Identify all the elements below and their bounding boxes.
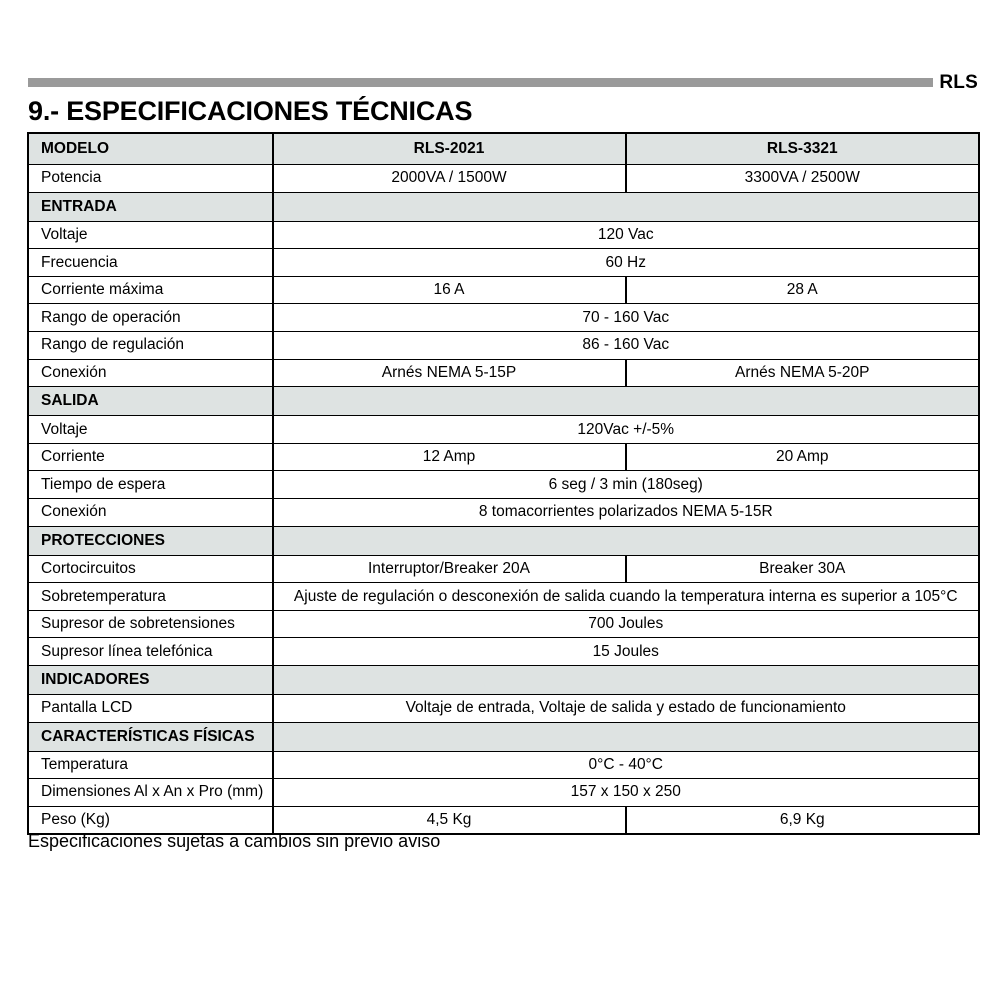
table-row [29, 276, 979, 304]
spec-label: Pantalla LCD [29, 694, 273, 722]
page-title: 9.- ESPECIFICACIONES TÉCNICAS [28, 96, 473, 126]
spec-value-shared: 6 seg / 3 min (180seg) [273, 471, 979, 499]
spec-label: Rango de regulación [29, 331, 273, 359]
spec-label: Sobretemperatura [29, 583, 273, 611]
section-header-fill [273, 722, 979, 751]
spec-value-model-a: Interruptor/Breaker 20A [273, 555, 626, 583]
section-header-label: CARACTERÍSTICAS FÍSICAS [29, 722, 273, 751]
spec-value-shared: 8 tomacorrientes polarizados NEMA 5-15R [273, 498, 979, 526]
table-row [29, 498, 979, 526]
spec-label: Corriente máxima [29, 276, 273, 304]
section-header-fill [273, 665, 979, 694]
spec-value-model-a: RLS-2021 [273, 134, 626, 165]
table-row [29, 221, 979, 249]
spec-value-shared: 0°C - 40°C [273, 751, 979, 779]
disclaimer-note: Especificaciones sujetas a cambios sin previo aviso [28, 831, 441, 851]
spec-value-shared: 120 Vac [273, 221, 979, 249]
specifications-table-body [29, 134, 979, 834]
spec-value-shared: 70 - 160 Vac [273, 304, 979, 332]
spec-value-model-b: Breaker 30A [626, 555, 979, 583]
page-header-band [28, 72, 978, 92]
table-row [29, 134, 979, 165]
table-row [29, 638, 979, 666]
brand-logo: RLS [939, 71, 978, 93]
spec-value-shared: Ajuste de regulación o desconexión de salida cuando la temperatura interna es superior a 105°C [273, 583, 979, 611]
spec-label: Dimensiones Al x An x Pro (mm) [29, 779, 273, 807]
spec-value-model-b: 28 A [626, 276, 979, 304]
spec-value-shared: 86 - 160 Vac [273, 331, 979, 359]
table-row [29, 304, 979, 332]
spec-value-model-b: 20 Amp [626, 443, 979, 471]
spec-label: Voltaje [29, 416, 273, 444]
section-header-row [29, 387, 979, 416]
spec-value-model-b: RLS-3321 [626, 134, 979, 165]
table-row [29, 249, 979, 277]
section-header-label: SALIDA [29, 387, 273, 416]
table-row [29, 694, 979, 722]
spec-label: Conexión [29, 498, 273, 526]
spec-label: Conexión [29, 359, 273, 387]
specifications-table [28, 133, 979, 834]
spec-label: Potencia [29, 165, 273, 193]
spec-label: Tiempo de espera [29, 471, 273, 499]
spec-value-shared: Voltaje de entrada, Voltaje de salida y estado de funcionamiento [273, 694, 979, 722]
spec-value-model-b: 6,9 Kg [626, 806, 979, 834]
spec-label: Supresor de sobretensiones [29, 610, 273, 638]
table-row [29, 471, 979, 499]
table-row [29, 555, 979, 583]
spec-value-model-a: 4,5 Kg [273, 806, 626, 834]
table-row [29, 443, 979, 471]
spec-label: Peso (Kg) [29, 806, 273, 834]
spec-value-shared: 700 Joules [273, 610, 979, 638]
section-header-fill [273, 387, 979, 416]
table-row [29, 359, 979, 387]
table-row [29, 806, 979, 834]
spec-label: MODELO [29, 134, 273, 165]
section-header-row [29, 192, 979, 221]
table-row [29, 779, 979, 807]
table-row [29, 610, 979, 638]
spec-value-shared: 60 Hz [273, 249, 979, 277]
spec-label: Corriente [29, 443, 273, 471]
section-header-row [29, 526, 979, 555]
table-row [29, 416, 979, 444]
section-header-fill [273, 192, 979, 221]
table-row [29, 165, 979, 193]
spec-value-model-a: 16 A [273, 276, 626, 304]
section-header-row [29, 722, 979, 751]
spec-label: Rango de operación [29, 304, 273, 332]
spec-label: Temperatura [29, 751, 273, 779]
section-header-label: INDICADORES [29, 665, 273, 694]
section-header-row [29, 665, 979, 694]
spec-label: Frecuencia [29, 249, 273, 277]
spec-label: Cortocircuitos [29, 555, 273, 583]
spec-value-model-b: 3300VA / 2500W [626, 165, 979, 193]
table-row [29, 331, 979, 359]
spec-label: Supresor línea telefónica [29, 638, 273, 666]
spec-value-model-a: 2000VA / 1500W [273, 165, 626, 193]
spec-value-shared: 120Vac +/-5% [273, 416, 979, 444]
spec-value-model-b: Arnés NEMA 5-20P [626, 359, 979, 387]
section-header-label: PROTECCIONES [29, 526, 273, 555]
section-header-fill [273, 526, 979, 555]
spec-value-model-a: 12 Amp [273, 443, 626, 471]
spec-value-model-a: Arnés NEMA 5-15P [273, 359, 626, 387]
table-row [29, 751, 979, 779]
spec-label: Voltaje [29, 221, 273, 249]
spec-value-shared: 157 x 150 x 250 [273, 779, 979, 807]
header-rule [28, 78, 933, 87]
table-row [29, 583, 979, 611]
section-header-label: ENTRADA [29, 192, 273, 221]
spec-value-shared: 15 Joules [273, 638, 979, 666]
